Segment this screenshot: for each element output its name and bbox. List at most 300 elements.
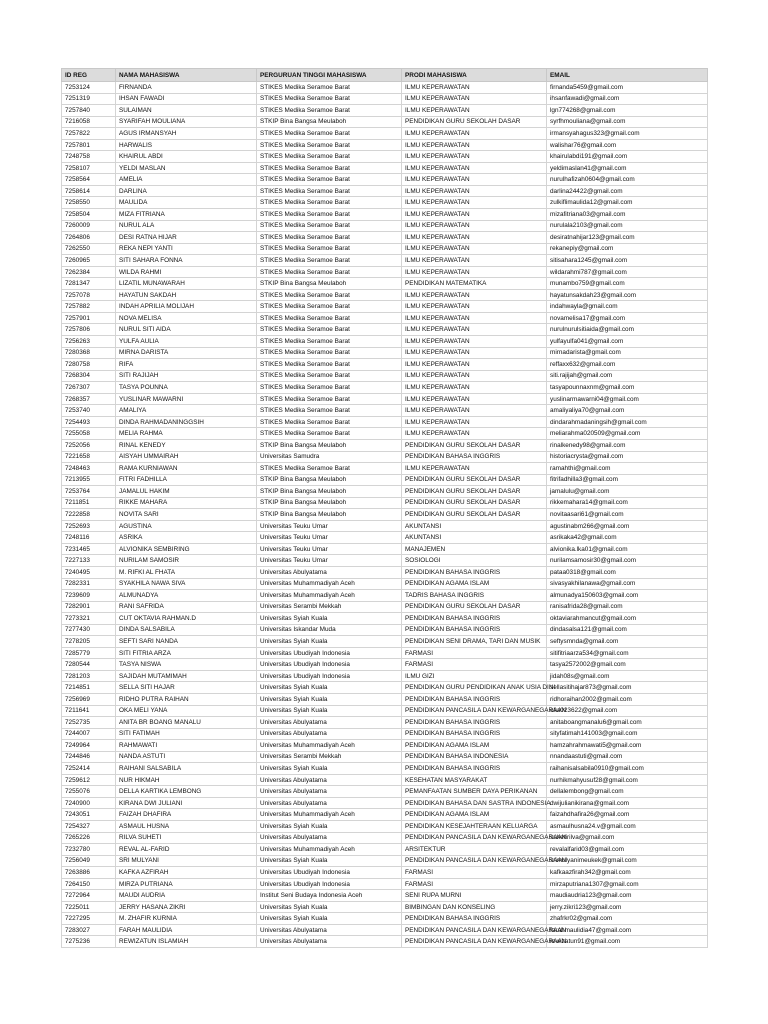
cell-prodi: PENDIDIKAN KESEJAHTERAAN KELUARGA [402, 821, 547, 833]
cell-id-reg: 7252735 [62, 717, 116, 729]
cell-nama: NANDA ASTUTI [116, 751, 257, 763]
cell-email: darlina24422@gmail.com [547, 185, 708, 197]
cell-email: ridhoraihan2002@gmail.com [547, 693, 708, 705]
table-body [62, 82, 708, 948]
cell-id-reg: 7221658 [62, 451, 116, 463]
cell-nama: SITI FATIMAH [116, 728, 257, 740]
cell-nama: RIKKE MAHARA [116, 497, 257, 509]
table-row [62, 428, 708, 440]
cell-prodi: ILMU KEPERAWATAN [402, 336, 547, 348]
table-row [62, 139, 708, 151]
cell-nama: SELLA SITI HAJAR [116, 682, 257, 694]
cell-perguruan-tinggi: Universitas Abulyatama [257, 797, 402, 809]
cell-nama: MAULIDA [116, 197, 257, 209]
cell-perguruan-tinggi: Universitas Abulyatama [257, 936, 402, 948]
cell-prodi: ILMU KEPERAWATAN [402, 416, 547, 428]
cell-id-reg: 7275236 [62, 936, 116, 948]
cell-nama: ASRIKA [116, 532, 257, 544]
cell-perguruan-tinggi: STKIP Bina Bangsa Meulaboh [257, 278, 402, 290]
cell-id-reg: 7244007 [62, 728, 116, 740]
table-row [62, 486, 708, 498]
cell-id-reg: 7258564 [62, 174, 116, 186]
cell-id-reg: 7213955 [62, 474, 116, 486]
cell-prodi: ILMU KEPERAWATAN [402, 301, 547, 313]
cell-email: yeldimaslan41@gmail.com [547, 162, 708, 174]
cell-prodi: PEMANFAATAN SUMBER DAYA PERIKANAN [402, 786, 547, 798]
cell-perguruan-tinggi: STIKES Medika Seramoe Barat [257, 359, 402, 371]
cell-perguruan-tinggi: Universitas Muhammadiyah Aceh [257, 740, 402, 752]
cell-perguruan-tinggi: Universitas Syiah Kuala [257, 901, 402, 913]
cell-prodi: SOSIOLOGI [402, 555, 547, 567]
cell-nama: SYAKHILA NAWA SIVA [116, 578, 257, 590]
cell-id-reg: 7254493 [62, 416, 116, 428]
cell-id-reg: 7285779 [62, 647, 116, 659]
table-row [62, 867, 708, 879]
cell-nama: RAIHANI SALSABILA [116, 763, 257, 775]
cell-nama: AMELIA [116, 174, 257, 186]
cell-perguruan-tinggi: STKIP Bina Bangsa Meulaboh [257, 509, 402, 521]
cell-email: faizahdhafira26@gmail.com [547, 809, 708, 821]
cell-id-reg: 7259612 [62, 774, 116, 786]
cell-id-reg: 7264150 [62, 878, 116, 890]
cell-id-reg: 7252693 [62, 520, 116, 532]
cell-prodi: PENDIDIKAN GURU SEKOLAH DASAR [402, 486, 547, 498]
table-row [62, 705, 708, 717]
cell-perguruan-tinggi: STIKES Medika Seramoe Barat [257, 185, 402, 197]
cell-id-reg: 7268357 [62, 393, 116, 405]
cell-perguruan-tinggi: STIKES Medika Seramoe Barat [257, 220, 402, 232]
cell-perguruan-tinggi: Universitas Serambi Mekkah [257, 601, 402, 613]
cell-email: ranisafrida28@gmail.com [547, 601, 708, 613]
cell-id-reg: 7257078 [62, 289, 116, 301]
table-row [62, 763, 708, 775]
cell-perguruan-tinggi: STIKES Medika Seramoe Barat [257, 232, 402, 244]
cell-prodi: ILMU KEPERAWATAN [402, 370, 547, 382]
cell-nama: DESI RATNA HIJAR [116, 232, 257, 244]
table-row [62, 543, 708, 555]
table-row [62, 532, 708, 544]
header-email: EMAIL [547, 69, 708, 82]
cell-nama: ASMAUL HUSNA [116, 821, 257, 833]
cell-nama: SITI SAHARA FONNA [116, 255, 257, 267]
cell-email: reffaxx632@gmail.com [547, 359, 708, 371]
cell-nama: TASYA POUNNA [116, 382, 257, 394]
cell-email: dwijulianikirana@gmail.com [547, 797, 708, 809]
table-row [62, 82, 708, 94]
cell-perguruan-tinggi: Universitas Abulyatama [257, 786, 402, 798]
cell-prodi: MANAJEMEN [402, 543, 547, 555]
table-row [62, 405, 708, 417]
cell-id-reg: 7280544 [62, 659, 116, 671]
header-perguruan-tinggi: PERGURUAN TINGGI MAHASISWA [257, 69, 402, 82]
cell-perguruan-tinggi: Universitas Syiah Kuala [257, 613, 402, 625]
cell-prodi: ILMU KEPERAWATAN [402, 324, 547, 336]
cell-id-reg: 7280758 [62, 359, 116, 371]
cell-email: asmaulhusna24.v@gmail.com [547, 821, 708, 833]
cell-nama: FARAH MAULIDIA [116, 924, 257, 936]
cell-id-reg: 7211851 [62, 497, 116, 509]
table-row [62, 936, 708, 948]
cell-email: oka023622@gmail.com [547, 705, 708, 717]
cell-id-reg: 7258107 [62, 162, 116, 174]
cell-id-reg: 7265226 [62, 832, 116, 844]
cell-email: hayatunsakdah23@gmail.com [547, 289, 708, 301]
cell-perguruan-tinggi: STIKES Medika Seramoe Barat [257, 382, 402, 394]
cell-perguruan-tinggi: Universitas Abulyatama [257, 832, 402, 844]
cell-email: sitifitriaarza534@gmail.com [547, 647, 708, 659]
cell-id-reg: 7267307 [62, 382, 116, 394]
cell-id-reg: 7216058 [62, 116, 116, 128]
cell-nama: NURILAM SAMOSIR [116, 555, 257, 567]
cell-prodi: ILMU KEPERAWATAN [402, 266, 547, 278]
table-row [62, 717, 708, 729]
cell-perguruan-tinggi: Universitas Ubudiyah Indonesia [257, 647, 402, 659]
cell-perguruan-tinggi: Universitas Ubudiyah Indonesia [257, 659, 402, 671]
cell-nama: AISYAH UMMAIRAH [116, 451, 257, 463]
table-row [62, 809, 708, 821]
cell-id-reg: 7248116 [62, 532, 116, 544]
cell-id-reg: 7262384 [62, 266, 116, 278]
cell-prodi: PENDIDIKAN GURU SEKOLAH DASAR [402, 497, 547, 509]
cell-nama: SYARIFAH MOULIANA [116, 116, 257, 128]
cell-perguruan-tinggi: Universitas Teuku Umar [257, 555, 402, 567]
cell-perguruan-tinggi: Universitas Syiah Kuala [257, 693, 402, 705]
cell-nama: MELIA RAHMA [116, 428, 257, 440]
cell-id-reg: 7214851 [62, 682, 116, 694]
cell-id-reg: 7278205 [62, 636, 116, 648]
cell-prodi: TADRIS BAHASA INGGRIS [402, 590, 547, 602]
cell-prodi: ILMU KEPERAWATAN [402, 174, 547, 186]
cell-perguruan-tinggi: STIKES Medika Seramoe Barat [257, 243, 402, 255]
cell-email: indahwayla@gmail.com [547, 301, 708, 313]
cell-prodi: PENDIDIKAN AGAMA ISLAM [402, 740, 547, 752]
table-row [62, 913, 708, 925]
table-row [62, 451, 708, 463]
table-row [62, 878, 708, 890]
cell-nama: KAFKA AZFIRAH [116, 867, 257, 879]
cell-nama: FAIZAH DHAFIRA [116, 809, 257, 821]
cell-nama: SITI RAJIJAH [116, 370, 257, 382]
cell-email: syrfhmouliana@gmail.com [547, 116, 708, 128]
cell-email: hamzahrahmawati5@gmail.com [547, 740, 708, 752]
cell-id-reg: 7258550 [62, 197, 116, 209]
cell-nama: NOVA MELISA [116, 312, 257, 324]
cell-perguruan-tinggi: STIKES Medika Seramoe Barat [257, 255, 402, 267]
cell-prodi: ILMU KEPERAWATAN [402, 162, 547, 174]
table-row [62, 578, 708, 590]
cell-id-reg: 7257882 [62, 301, 116, 313]
cell-nama: HARWALIS [116, 139, 257, 151]
cell-nama: NURUL ALA [116, 220, 257, 232]
cell-id-reg: 7257840 [62, 105, 116, 117]
table-row [62, 797, 708, 809]
cell-perguruan-tinggi: STKIP Bina Bangsa Meulaboh [257, 116, 402, 128]
table-row [62, 93, 708, 105]
cell-email: rikkemahara14@gmail.com [547, 497, 708, 509]
cell-prodi: ILMU KEPERAWATAN [402, 82, 547, 94]
cell-nama: RAMA KURNIAWAN [116, 463, 257, 475]
cell-nama: NOVITA SARI [116, 509, 257, 521]
table-row [62, 693, 708, 705]
cell-prodi: PENDIDIKAN PANCASILA DAN KEWARGANEGARAAN [402, 705, 547, 717]
cell-prodi: ILMU KEPERAWATAN [402, 428, 547, 440]
table-row [62, 463, 708, 475]
cell-perguruan-tinggi: STIKES Medika Seramoe Barat [257, 128, 402, 140]
cell-nama: SRI MULYANI [116, 855, 257, 867]
cell-perguruan-tinggi: Universitas Syiah Kuala [257, 705, 402, 717]
cell-nama: JAMALUL HAKIM [116, 486, 257, 498]
cell-prodi: FARMASI [402, 867, 547, 879]
cell-email: rinalkenedy98@gmail.com [547, 439, 708, 451]
cell-id-reg: 7264806 [62, 232, 116, 244]
cell-nama: AMALIYA [116, 405, 257, 417]
cell-id-reg: 7268304 [62, 370, 116, 382]
cell-email: raihanisalsabila0910@gmail.com [547, 763, 708, 775]
cell-nama: DINDA SALSABILA [116, 624, 257, 636]
cell-prodi: PENDIDIKAN BAHASA INGGRIS [402, 913, 547, 925]
cell-id-reg: 7240495 [62, 566, 116, 578]
table-row [62, 312, 708, 324]
cell-prodi: PENDIDIKAN AGAMA ISLAM [402, 809, 547, 821]
cell-prodi: ILMU KEPERAWATAN [402, 312, 547, 324]
cell-id-reg: 7257901 [62, 312, 116, 324]
cell-nama: M. ZHAFIR KURNIA [116, 913, 257, 925]
cell-perguruan-tinggi: STKIP Bina Bangsa Meulaboh [257, 474, 402, 486]
cell-nama: IHSAN FAWADI [116, 93, 257, 105]
cell-perguruan-tinggi: Universitas Syiah Kuala [257, 821, 402, 833]
cell-prodi: PENDIDIKAN AGAMA ISLAM [402, 578, 547, 590]
cell-email: oktaviarahmancut@gmail.com [547, 613, 708, 625]
cell-id-reg: 7257806 [62, 324, 116, 336]
cell-perguruan-tinggi: Universitas Syiah Kuala [257, 636, 402, 648]
table-row [62, 382, 708, 394]
cell-id-reg: 7280368 [62, 347, 116, 359]
cell-nama: WILDA RAHMI [116, 266, 257, 278]
cell-id-reg: 7240900 [62, 797, 116, 809]
cell-id-reg: 7281203 [62, 670, 116, 682]
cell-prodi: FARMASI [402, 659, 547, 671]
cell-nama: ALMUNADYA [116, 590, 257, 602]
table-row [62, 439, 708, 451]
cell-email: rewizatun91@gmail.com [547, 936, 708, 948]
table-row [62, 209, 708, 221]
cell-nama: SULAIMAN [116, 105, 257, 117]
cell-nama: ALVIONIKA SEMBIRING [116, 543, 257, 555]
cell-id-reg: 7262550 [62, 243, 116, 255]
cell-id-reg: 7254327 [62, 821, 116, 833]
cell-id-reg: 7252056 [62, 439, 116, 451]
cell-prodi: PENDIDIKAN GURU SEKOLAH DASAR [402, 474, 547, 486]
cell-email: munambo759@gmail.com [547, 278, 708, 290]
cell-email: novitaasari61@gmail.com [547, 509, 708, 521]
cell-email: srimulyanimeukek@gmail.com [547, 855, 708, 867]
cell-prodi: ILMU KEPERAWATAN [402, 209, 547, 221]
table-row [62, 185, 708, 197]
cell-prodi: PENDIDIKAN GURU SEKOLAH DASAR [402, 439, 547, 451]
cell-email: ihsanfawadi@gmail.com [547, 93, 708, 105]
cell-perguruan-tinggi: Universitas Ubudiyah Indonesia [257, 867, 402, 879]
cell-prodi: PENDIDIKAN BAHASA INGGRIS [402, 763, 547, 775]
cell-email: lgn774268@gmail.com [547, 105, 708, 117]
cell-id-reg: 7257801 [62, 139, 116, 151]
table-row [62, 151, 708, 163]
cell-id-reg: 7256049 [62, 855, 116, 867]
cell-perguruan-tinggi: STIKES Medika Seramoe Barat [257, 463, 402, 475]
cell-id-reg: 7232780 [62, 844, 116, 856]
cell-prodi: PENDIDIKAN BAHASA INDONESIA [402, 751, 547, 763]
cell-email: sityfatimah141003@gmail.com [547, 728, 708, 740]
cell-prodi: ILMU KEPERAWATAN [402, 255, 547, 267]
table-row [62, 924, 708, 936]
cell-nama: INDAH APRILIA MOLIJAH [116, 301, 257, 313]
cell-prodi: PENDIDIKAN BAHASA DAN SASTRA INDONESIA [402, 797, 547, 809]
cell-perguruan-tinggi: STKIP Bina Bangsa Meulaboh [257, 486, 402, 498]
cell-email: desiratnahijar123@gmail.com [547, 232, 708, 244]
table-header [62, 69, 708, 82]
cell-email: almunadya150603@gmail.com [547, 590, 708, 602]
cell-perguruan-tinggi: STIKES Medika Seramoe Barat [257, 405, 402, 417]
cell-nama: RILVA SUHETI [116, 832, 257, 844]
cell-nama: FITRI FADHILLA [116, 474, 257, 486]
cell-email: nurulhafizah0604@gmail.com [547, 174, 708, 186]
cell-perguruan-tinggi: Universitas Ubudiyah Indonesia [257, 878, 402, 890]
cell-perguruan-tinggi: STIKES Medika Seramoe Barat [257, 324, 402, 336]
cell-id-reg: 7253124 [62, 82, 116, 94]
cell-perguruan-tinggi: STIKES Medika Seramoe Barat [257, 289, 402, 301]
cell-prodi: FARMASI [402, 878, 547, 890]
cell-nama: CUT OKTAVIA RAHMAN.D [116, 613, 257, 625]
cell-nama: AGUSTINA [116, 520, 257, 532]
cell-prodi: ILMU KEPERAWATAN [402, 382, 547, 394]
cell-nama: LIZATIL MUNAWARAH [116, 278, 257, 290]
cell-email: khairulabdi191@gmail.com [547, 151, 708, 163]
cell-nama: HAYATUN SAKDAH [116, 289, 257, 301]
cell-id-reg: 7244846 [62, 751, 116, 763]
cell-email: dindasalsa121@gmail.com [547, 624, 708, 636]
table-row [62, 393, 708, 405]
cell-nama: RINAL KENEDY [116, 439, 257, 451]
table-row [62, 659, 708, 671]
cell-email: historiacrysta@gmail.com [547, 451, 708, 463]
cell-id-reg: 7263886 [62, 867, 116, 879]
cell-id-reg: 7253764 [62, 486, 116, 498]
student-table [61, 68, 708, 948]
cell-prodi: KESEHATAN MASYARAKAT [402, 774, 547, 786]
table-row [62, 128, 708, 140]
cell-perguruan-tinggi: STIKES Medika Seramoe Barat [257, 301, 402, 313]
cell-email: walishar76@gmail.com [547, 139, 708, 151]
cell-email: firnanda5459@gmail.com [547, 82, 708, 94]
table-row [62, 197, 708, 209]
cell-perguruan-tinggi: Universitas Muhammadiyah Aceh [257, 578, 402, 590]
cell-nama: MIZA FITRIANA [116, 209, 257, 221]
cell-nama: M. RIFKI AL FHATA [116, 566, 257, 578]
cell-prodi: PENDIDIKAN BAHASA INGGRIS [402, 566, 547, 578]
cell-id-reg: 7255058 [62, 428, 116, 440]
cell-perguruan-tinggi: STKIP Bina Bangsa Meulaboh [257, 439, 402, 451]
cell-prodi: ARSITEKTUR [402, 844, 547, 856]
cell-prodi: PENDIDIKAN BAHASA INGGRIS [402, 728, 547, 740]
cell-nama: REKA NEPI YANTI [116, 243, 257, 255]
cell-email: jerry.zikri123@gmail.com [547, 901, 708, 913]
cell-perguruan-tinggi: STIKES Medika Seramoe Barat [257, 162, 402, 174]
cell-perguruan-tinggi: STIKES Medika Seramoe Barat [257, 428, 402, 440]
cell-nama: TASYA NISWA [116, 659, 257, 671]
cell-perguruan-tinggi: Universitas Syiah Kuala [257, 682, 402, 694]
cell-id-reg: 7248758 [62, 151, 116, 163]
table-row [62, 774, 708, 786]
table-row [62, 636, 708, 648]
cell-email: kafkaazfirah342@gmail.com [547, 867, 708, 879]
cell-prodi: PENDIDIKAN PANCASILA DAN KEWARGANEGARAAN [402, 832, 547, 844]
table-row [62, 359, 708, 371]
cell-email: mizafitriana03@gmail.com [547, 209, 708, 221]
cell-id-reg: 7282331 [62, 578, 116, 590]
table-row [62, 740, 708, 752]
cell-nama: JERRY HASANA ZIKRI [116, 901, 257, 913]
cell-perguruan-tinggi: STIKES Medika Seramoe Barat [257, 336, 402, 348]
cell-prodi: PENDIDIKAN PANCASILA DAN KEWARGANEGARAAN [402, 855, 547, 867]
cell-id-reg: 7260009 [62, 220, 116, 232]
cell-perguruan-tinggi: Universitas Muhammadiyah Aceh [257, 809, 402, 821]
cell-email: nnandaastuti@gmail.com [547, 751, 708, 763]
student-table-container [61, 68, 707, 948]
cell-email: revalalfarid03@gmail.com [547, 844, 708, 856]
cell-nama: ANITA BR BOANG MANALU [116, 717, 257, 729]
cell-prodi: ILMU KEPERAWATAN [402, 405, 547, 417]
cell-nama: MIRNA DARISTA [116, 347, 257, 359]
cell-email: zhafrkr02@gmail.com [547, 913, 708, 925]
cell-email: seftysmnda@gmail.com [547, 636, 708, 648]
cell-email: siti.rajijah@gmail.com [547, 370, 708, 382]
cell-id-reg: 7211641 [62, 705, 116, 717]
cell-perguruan-tinggi: Institut Seni Budaya Indonesia Aceh [257, 890, 402, 902]
cell-perguruan-tinggi: Universitas Ubudiyah Indonesia [257, 670, 402, 682]
cell-perguruan-tinggi: Universitas Syiah Kuala [257, 763, 402, 775]
cell-perguruan-tinggi: Universitas Serambi Mekkah [257, 751, 402, 763]
cell-id-reg: 7256969 [62, 693, 116, 705]
table-row [62, 116, 708, 128]
cell-nama: DARLINA [116, 185, 257, 197]
cell-nama: RANI SAFRIDA [116, 601, 257, 613]
cell-perguruan-tinggi: STIKES Medika Seramoe Barat [257, 209, 402, 221]
cell-prodi: ILMU KEPERAWATAN [402, 197, 547, 209]
cell-email: dellalembong@gmail.com [547, 786, 708, 798]
cell-id-reg: 7225011 [62, 901, 116, 913]
cell-perguruan-tinggi: Universitas Teuku Umar [257, 543, 402, 555]
cell-id-reg: 7260965 [62, 255, 116, 267]
cell-email: dindarahmadaningsih@gmail.com [547, 416, 708, 428]
table-row [62, 370, 708, 382]
cell-perguruan-tinggi: Universitas Samudra [257, 451, 402, 463]
cell-prodi: PENDIDIKAN SENI DRAMA, TARI DAN MUSIK [402, 636, 547, 648]
cell-nama: KHAIRUL ABDI [116, 151, 257, 163]
cell-email: sivasyakhilanawa@gmail.com [547, 578, 708, 590]
cell-id-reg: 7258504 [62, 209, 116, 221]
cell-email: fitrifadhilla3@gmail.com [547, 474, 708, 486]
cell-nama: RAHMAWATI [116, 740, 257, 752]
cell-prodi: ILMU GIZI [402, 670, 547, 682]
cell-email: mirnadarista@gmail.com [547, 347, 708, 359]
cell-nama: SITI FITRIA ARZA [116, 647, 257, 659]
cell-prodi: ILMU KEPERAWATAN [402, 289, 547, 301]
cell-perguruan-tinggi: STIKES Medika Seramoe Barat [257, 416, 402, 428]
table-row [62, 855, 708, 867]
cell-perguruan-tinggi: STIKES Medika Seramoe Barat [257, 197, 402, 209]
table-row [62, 566, 708, 578]
cell-nama: DINDA RAHMADANINGGSIH [116, 416, 257, 428]
cell-email: asrikaka42@gmail.com [547, 532, 708, 544]
